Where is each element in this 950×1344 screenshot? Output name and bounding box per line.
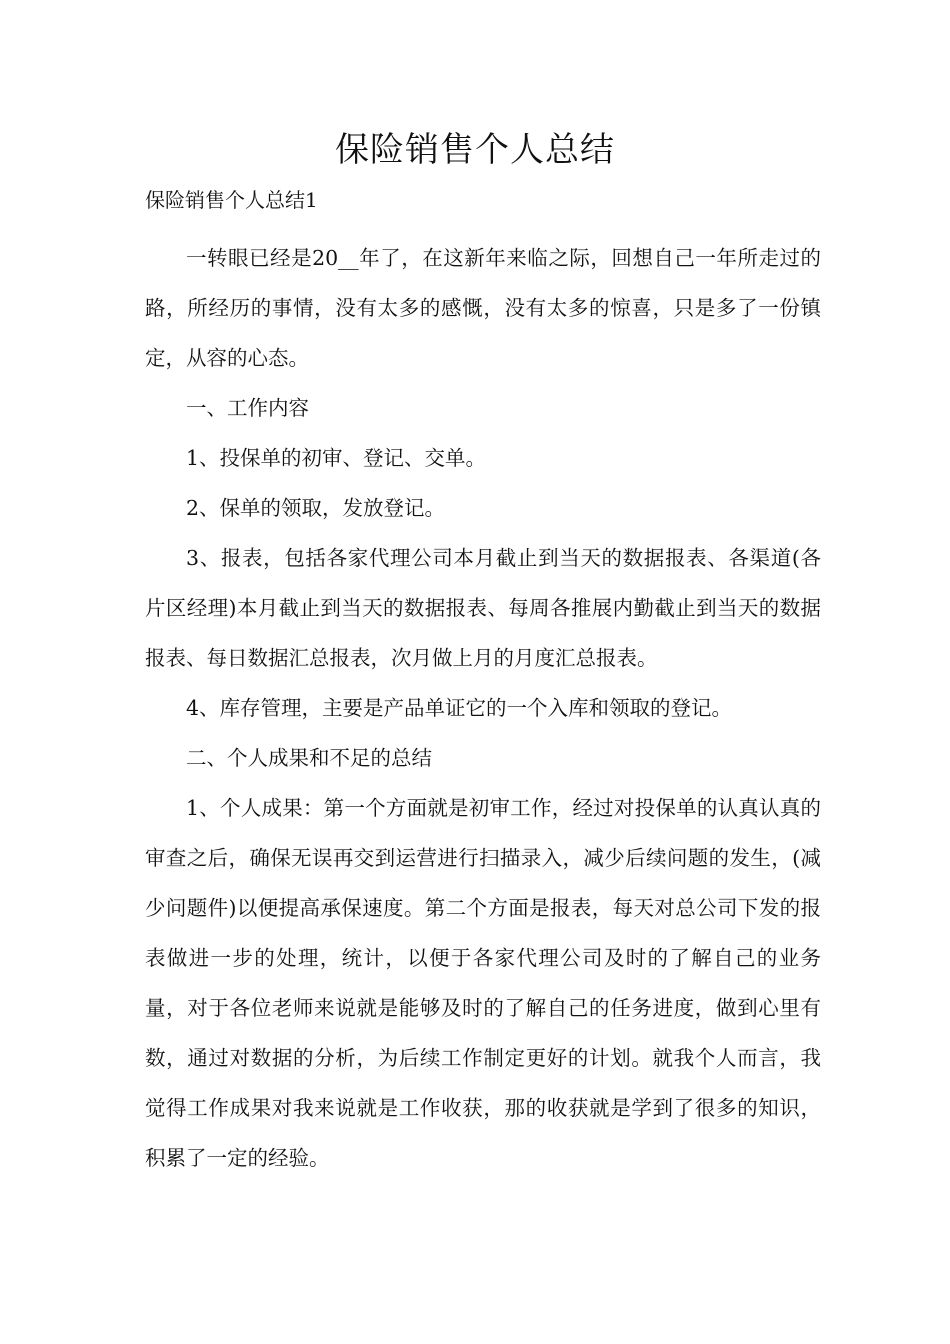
list-item-2: 2、保单的领取，发放登记。 bbox=[186, 496, 446, 520]
paragraph-results: 1、个人成果：第一个方面就是初审工作，经过对投保单的认真认真的审查之后，确保无误再交到运营进行扫描录入，减少后续问题的发生，(减少问题件)以便提高承保速度。第二个方面是报表，每天对总公司下发的报表做进一步的处理，统计，以便于各家代理公司及时的了解自己的业务量，对于各位老师来说就是能够及时的了解自己的任务进度，做到心里有数，通过对数据的分析，为后续工作制定更好的计划。就我个人而言，我觉得工作成果对我来说就是工作收获，那的收获就是学到了很多的知识，积累了一定的经验。 bbox=[145, 796, 821, 1170]
list-item-4: 4、库存管理，主要是产品单证它的一个入库和领取的登记。 bbox=[186, 696, 733, 720]
section-heading-results: 二、个人成果和不足的总结 bbox=[186, 746, 432, 770]
document-subtitle: 保险销售个人总结1 bbox=[145, 188, 318, 212]
paragraph-intro: 一转眼已经是20__年了，在这新年来临之际，回想自己一年所走过的路，所经历的事情，没有太多的感慨，没有太多的惊喜，只是多了一份镇定，从容的心态。 bbox=[145, 246, 821, 370]
list-item-3: 3、报表，包括各家代理公司本月截止到当天的数据报表、各渠道(各片区经理)本月截止到当天的数据报表、每周各推展内勤截止到当天的数据报表、每日数据汇总报表，次月做上月的月度汇总报表。 bbox=[145, 546, 821, 670]
section-heading-work-content: 一、工作内容 bbox=[186, 396, 309, 420]
document-title: 保险销售个人总结 bbox=[335, 130, 615, 170]
list-item-1: 1、投保单的初审、登记、交单。 bbox=[186, 446, 487, 470]
document-body bbox=[145, 233, 821, 1183]
